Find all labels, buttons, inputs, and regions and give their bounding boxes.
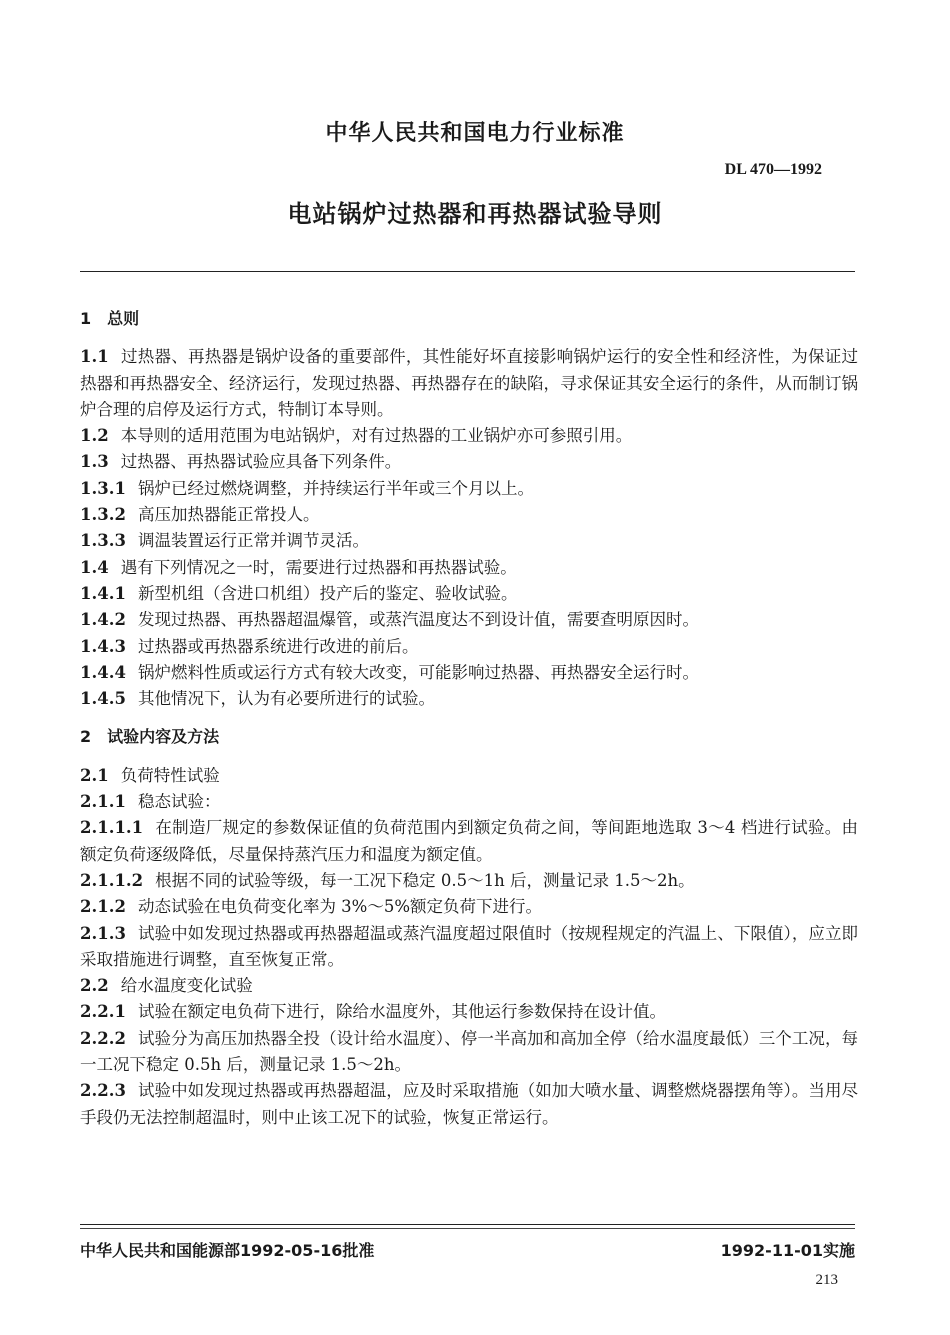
clause-text: 试验在额定电负荷下进行，除给水温度外，其他运行参数保持在设计值。 — [137, 1002, 666, 1022]
clause-number: 1.4.4 — [80, 662, 126, 682]
clause-text: 负荷特性试验 — [120, 765, 220, 785]
clause-paragraph — [80, 1078, 858, 1131]
clause-number: 2.2.2 — [80, 1028, 126, 1048]
clause-text: 锅炉已经过燃烧调整，并持续运行半年或三个月以上。 — [137, 478, 534, 498]
clause-paragraph — [80, 1026, 858, 1079]
clause-number: 1.4 — [80, 557, 109, 577]
footer-divider — [80, 1224, 855, 1225]
clause-text: 过热器、再热器是锅炉设备的重要部件，其性能好坏直接影响锅炉运行的安全性和经济性，为保证过热器和再热器安全、经济运行，发现过热器、再热器存在的缺陷，寻求保证其安全运行的条件，从而制订锅炉合理的启停及运行方式，特制订本导则。 — [80, 347, 858, 419]
clause-number: 1.4.2 — [80, 610, 126, 630]
clause-text: 锅炉燃料性质或运行方式有较大改变，可能影响过热器、再热器安全运行时。 — [137, 662, 699, 682]
clause-text: 动态试验在电负荷变化率为 3%～5%额定负荷下进行。 — [137, 897, 543, 917]
clause-paragraph — [80, 815, 858, 868]
clause-paragraph — [80, 894, 858, 920]
clause-paragraph — [80, 528, 858, 554]
page-number: 213 — [815, 1272, 838, 1288]
document-title: 电站锅炉过热器和再热器试验导则 — [287, 200, 663, 228]
standard-number: DL 470—1992 — [724, 161, 822, 178]
clause-number: 2.1.1.2 — [80, 870, 144, 890]
clause-number: 2.1.2 — [80, 897, 126, 917]
document-body — [80, 306, 858, 1131]
clause-number: 2.2 — [80, 976, 109, 996]
effective-date: 1992-11-01实施 — [720, 1241, 855, 1260]
clause-text: 遇有下列情况之一时，需要进行过热器和再热器试验。 — [120, 557, 517, 577]
clause-text: 发现过热器、再热器超温爆管，或蒸汽温度达不到设计值，需要查明原因时。 — [137, 610, 699, 630]
clause-paragraph — [80, 660, 858, 686]
clause-paragraph — [80, 634, 858, 660]
clause-paragraph — [80, 476, 858, 502]
clause-paragraph — [80, 502, 858, 528]
clause-number: 1.4.3 — [80, 636, 126, 656]
top-divider — [80, 271, 855, 272]
clause-paragraph — [80, 763, 858, 789]
clause-text: 高压加热器能正常投人。 — [137, 505, 320, 525]
clause-number: 2.1 — [80, 765, 109, 785]
approval-info: 中华人民共和国能源部1992-05-16批准 — [80, 1241, 375, 1260]
clause-number: 1.2 — [80, 426, 109, 446]
clause-text: 新型机组（含进口机组）投产后的鉴定、验收试验。 — [137, 583, 518, 603]
clause-number: 1.4.1 — [80, 583, 126, 603]
clause-text: 调温装置运行正常并调节灵活。 — [137, 531, 369, 551]
clause-number: 1.3.1 — [80, 478, 126, 498]
clause-text: 给水温度变化试验 — [120, 976, 253, 996]
clause-paragraph — [80, 581, 858, 607]
clause-paragraph — [80, 789, 858, 815]
section-heading: 2 试验内容及方法 — [80, 727, 220, 747]
clause-number: 1.4.5 — [80, 689, 126, 709]
clause-text: 根据不同的试验等级，每一工况下稳定 0.5～1h 后，测量记录 1.5～2h。 — [155, 870, 695, 890]
clause-text: 试验中如发现过热器或再热器超温或蒸汽温度超过限值时（按规程规定的汽温上、下限值），应立即采取措施进行调整，直至恢复正常。 — [80, 923, 858, 969]
clause-paragraph — [80, 999, 858, 1025]
clause-text: 其他情况下，认为有必要所进行的试验。 — [137, 689, 435, 709]
clause-number: 2.1.1 — [80, 792, 126, 812]
section-1-content — [80, 344, 858, 712]
clause-number: 2.2.1 — [80, 1002, 126, 1022]
clause-text: 试验分为高压加热器全投（设计给水温度）、停一半高加和高加全停（给水温度最低）三个工况，每一工况下稳定 0.5h 后，测量记录 1.5～2h。 — [80, 1028, 858, 1075]
clause-paragraph — [80, 686, 858, 712]
clause-paragraph — [80, 973, 858, 999]
section-2-content — [80, 763, 858, 1131]
clause-paragraph — [80, 868, 858, 894]
clause-paragraph — [80, 921, 858, 974]
clause-text: 稳态试验： — [137, 792, 221, 812]
clause-text: 过热器、再热器试验应具备下列条件。 — [120, 452, 402, 472]
clause-number: 1.3.2 — [80, 505, 126, 525]
clause-paragraph — [80, 344, 858, 423]
clause-paragraph — [80, 555, 858, 581]
clause-number: 2.1.3 — [80, 923, 126, 943]
clause-paragraph — [80, 423, 858, 449]
clause-number: 1.1 — [80, 347, 109, 367]
clause-number: 2.1.1.1 — [80, 818, 144, 838]
standard-organization: 中华人民共和国电力行业标准 — [325, 121, 625, 146]
clause-number: 1.3 — [80, 452, 109, 472]
clause-text: 过热器或再热器系统进行改进的前后。 — [137, 636, 419, 656]
clause-text: 本导则的适用范围为电站锅炉，对有过热器的工业锅炉亦可参照引用。 — [120, 426, 633, 446]
clause-number: 2.2.3 — [80, 1081, 126, 1101]
section-heading: 1 总则 — [80, 309, 140, 328]
clause-paragraph — [80, 449, 858, 475]
clause-paragraph — [80, 607, 858, 633]
clause-text: 试验中如发现过热器或再热器超温，应及时采取措施（如加大喷水量、调整燃烧器摆角等）。当用尽手段仍无法控制超温时，则中止该工况下的试验，恢复正常运行。 — [80, 1081, 858, 1127]
clause-text: 在制造厂规定的参数保证值的负荷范围内到额定负荷之间，等间距地选取 3～4 档进行试验。由额定负荷逐级降低，尽量保持蒸汽压力和温度为额定值。 — [80, 818, 858, 864]
footer-divider-thin — [80, 1228, 855, 1229]
clause-number: 1.3.3 — [80, 531, 126, 551]
